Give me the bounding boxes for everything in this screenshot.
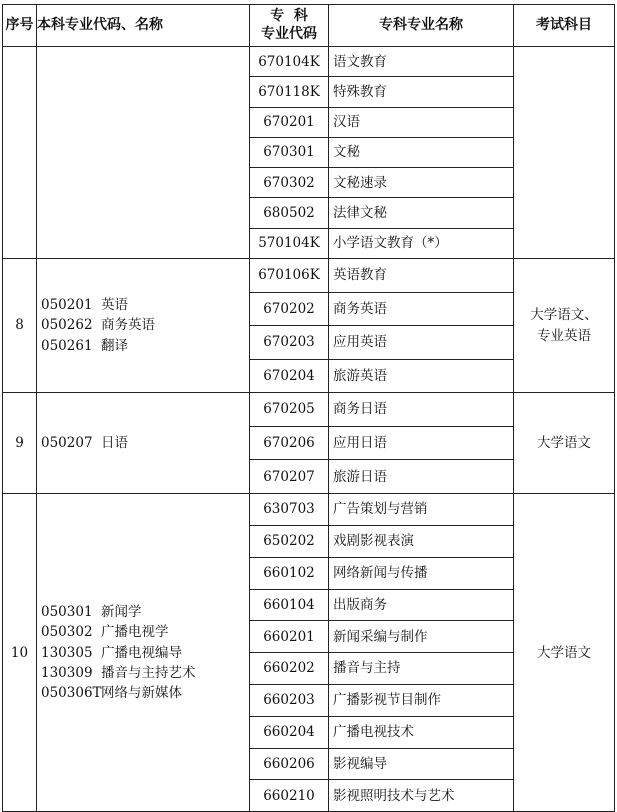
undergrad-major (37, 336, 249, 356)
header-code-line2: 专业代码 (261, 25, 317, 42)
vocational-code: 680502 (250, 198, 329, 228)
vocational-name: 广告策划与营销 (329, 494, 514, 526)
seq-cell (3, 47, 37, 259)
undergrad-major (37, 663, 249, 683)
vocational-name: 旅游英语 (329, 359, 514, 393)
vocational-name: 播音与主持 (329, 653, 514, 685)
vocational-code: 660210 (250, 780, 329, 812)
undergrad-major (37, 433, 249, 453)
table-row (3, 259, 615, 293)
header-name: 专科专业名称 (329, 5, 514, 47)
header-row (3, 5, 615, 47)
header-code (250, 5, 329, 47)
undergrad-code: 130309 (41, 664, 93, 681)
undergrad-major (37, 315, 249, 335)
vocational-code: 670202 (250, 292, 329, 326)
vocational-name: 出版商务 (329, 589, 514, 621)
header-code-line1: 专 科 (270, 8, 308, 24)
vocational-code: 670201 (250, 107, 329, 137)
vocational-code: 670206 (250, 426, 329, 460)
vocational-name: 商务日语 (329, 393, 514, 427)
exam-subject: 大学语文 (537, 644, 591, 661)
undergrad-major (37, 602, 249, 622)
undergrad-major (37, 622, 249, 642)
undergrad-cell (37, 393, 250, 494)
undergrad-cell (37, 47, 250, 259)
vocational-name: 应用日语 (329, 426, 514, 460)
vocational-code: 660204 (250, 716, 329, 748)
exam-subjects-cell (514, 259, 615, 393)
undergrad-code: 050261 (41, 337, 93, 354)
vocational-name: 新闻采编与制作 (329, 621, 514, 653)
exam-subject: 专业英语 (537, 327, 591, 344)
vocational-code: 650202 (250, 525, 329, 557)
undergrad-name: 新闻学 (101, 604, 142, 620)
vocational-name: 戏剧影视表演 (329, 525, 514, 557)
undergrad-name: 广播电视学 (101, 624, 169, 641)
undergrad-name: 日语 (101, 434, 128, 451)
vocational-name: 广播影视节目制作 (329, 684, 514, 716)
vocational-code: 660104 (250, 589, 329, 621)
undergrad-name: 播音与主持艺术 (101, 664, 196, 681)
undergrad-name: 广播电视编导 (101, 644, 182, 661)
seq-cell: 8 (3, 259, 37, 393)
table-row (3, 47, 615, 77)
vocational-code: 660202 (250, 653, 329, 685)
exam-subjects-cell (514, 494, 615, 812)
major-table (2, 4, 615, 812)
vocational-code: 670301 (250, 137, 329, 167)
vocational-name: 广播电视技术 (329, 716, 514, 748)
vocational-code: 660206 (250, 748, 329, 780)
header-undergrad: 本科专业代码、名称 (37, 5, 250, 47)
exam-subjects-cell (514, 393, 615, 494)
vocational-name: 文秘速录 (329, 168, 514, 198)
seq-cell: 9 (3, 393, 37, 494)
vocational-code: 670203 (250, 326, 329, 360)
undergrad-code: 050201 (41, 297, 93, 314)
vocational-code: 660102 (250, 557, 329, 589)
undergrad-code: 130305 (41, 644, 93, 661)
vocational-name: 应用英语 (329, 326, 514, 360)
exam-subject: 大学语文、 (530, 307, 598, 324)
undergrad-code: 050301 (41, 604, 93, 620)
undergrad-cell (37, 259, 250, 393)
vocational-code: 670204 (250, 359, 329, 393)
vocational-name: 网络新闻与传播 (329, 557, 514, 589)
header-subjects: 考试科目 (514, 5, 615, 47)
vocational-name: 旅游日语 (329, 460, 514, 494)
vocational-code: 660201 (250, 621, 329, 653)
vocational-name: 文秘 (329, 137, 514, 167)
table-row (3, 494, 615, 526)
vocational-code: 670205 (250, 393, 329, 427)
undergrad-major (37, 683, 249, 703)
undergrad-cell (37, 494, 250, 812)
vocational-name: 影视照明技术与艺术 (329, 780, 514, 812)
vocational-code: 670106K (250, 259, 329, 293)
vocational-code: 670302 (250, 168, 329, 198)
header-seq: 序号 (3, 5, 37, 47)
vocational-name: 英语教育 (329, 259, 514, 293)
undergrad-major (37, 295, 249, 315)
vocational-name: 小学语文教育（*） (329, 228, 514, 258)
vocational-code: 630703 (250, 494, 329, 526)
undergrad-code: 050302 (41, 624, 93, 641)
undergrad-code: 050207 (41, 434, 93, 451)
vocational-name: 商务英语 (329, 292, 514, 326)
vocational-code: 570104K (250, 228, 329, 258)
seq-cell: 10 (3, 494, 37, 812)
exam-subjects-cell (514, 47, 615, 259)
vocational-code: 670104K (250, 47, 329, 77)
undergrad-major (37, 643, 249, 663)
vocational-name: 汉语 (329, 107, 514, 137)
vocational-name: 特殊教育 (329, 77, 514, 107)
undergrad-name: 英语 (101, 297, 128, 314)
undergrad-name: 翻译 (101, 337, 128, 354)
vocational-code: 670207 (250, 460, 329, 494)
vocational-code: 670118K (250, 77, 329, 107)
undergrad-code: 050262 (41, 317, 93, 334)
undergrad-code: 050306T (41, 685, 102, 701)
vocational-name: 语文教育 (329, 47, 514, 77)
undergrad-name: 商务英语 (101, 317, 155, 334)
exam-subject: 大学语文 (537, 434, 591, 451)
vocational-code: 660203 (250, 684, 329, 716)
undergrad-name: 网络与新媒体 (101, 685, 182, 701)
vocational-name: 法律文秘 (329, 198, 514, 228)
table-row (3, 393, 615, 427)
vocational-name: 影视编导 (329, 748, 514, 780)
